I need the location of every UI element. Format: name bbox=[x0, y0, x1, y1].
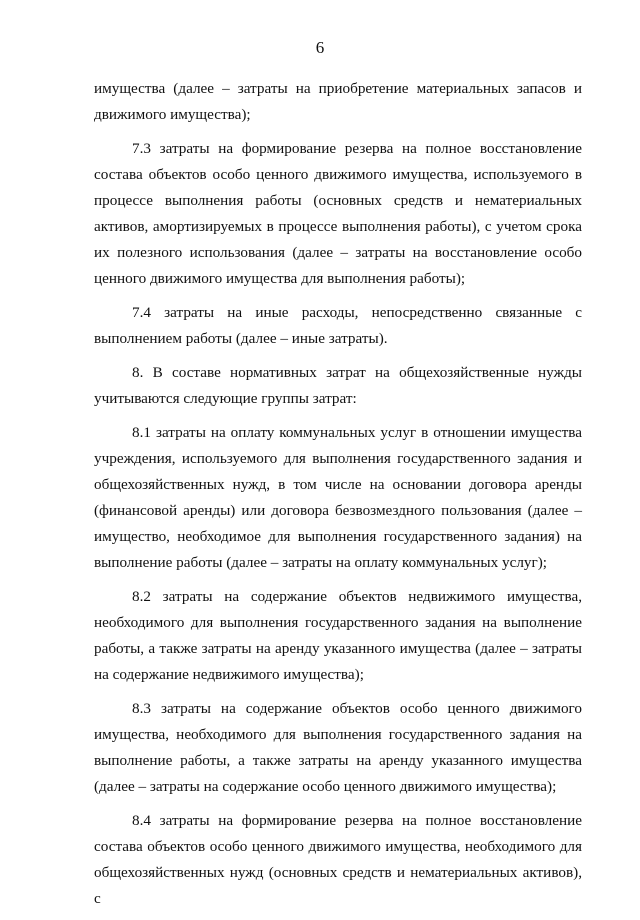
paragraph-8-1: 8.1 затраты на оплату коммунальных услуг в отношении имущества учреждения, используемого для выполнения государственного задания и общехозяйственных нужд, в том числе на основании договора аренды (финансовой аренды) или договора безвозмездного пользования (далее – имущество, необходимое для выполнения государственного задания) на выполнение работы (далее – затраты на оплату коммунальных услуг); bbox=[94, 424, 582, 571]
paragraph-continuation: имущества (далее – затраты на приобретение материальных запасов и движимого имущества); bbox=[94, 80, 582, 123]
paragraph-8-2: 8.2 затраты на содержание объектов недвижимого имущества, необходимого для выполнения государственного задания на выполнение работы, а также затраты на аренду указанного имущества (далее – затраты на содержание недвижимого имущества); bbox=[94, 588, 582, 683]
page-number: 6 bbox=[315, 38, 325, 57]
document-body bbox=[94, 76, 582, 920]
paragraph-7-4: 7.4 затраты на иные расходы, непосредственно связанные с выполнением работы (далее – иные затраты). bbox=[94, 304, 582, 347]
paragraph-7-3: 7.3 затраты на формирование резерва на полное восстановление состава объектов особо ценного движимого имущества, используемого в процессе выполнения работы (основных средств и нематериальных активов, амортизируемых в процессе выполнения работы), с учетом срока их полезного использования (далее – затраты на восстановление особо ценного движимого имущества для выполнения работы); bbox=[94, 140, 582, 287]
paragraph-8: 8. В составе нормативных затрат на общехозяйственные нужды учитываются следующие группы затрат: bbox=[94, 364, 582, 407]
paragraph-8-4: 8.4 затраты на формирование резерва на полное восстановление состава объектов особо ценного движимого имущества, необходимого для общехозяйственных нужд (основных средств и нематериальных активов), с bbox=[94, 812, 582, 907]
paragraph-8-3: 8.3 затраты на содержание объектов особо ценного движимого имущества, необходимого для выполнения государственного задания на выполнение работы, а также затраты на аренду указанного имущества (далее – затраты на содержание особо ценного движимого имущества); bbox=[94, 700, 582, 795]
